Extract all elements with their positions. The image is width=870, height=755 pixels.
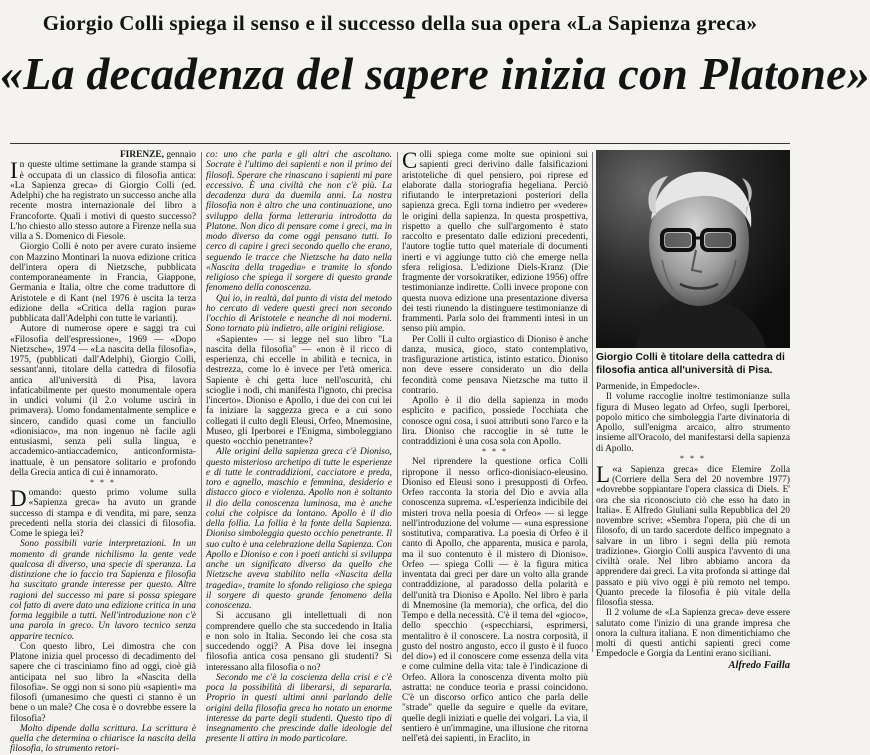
open-quote: «	[612, 462, 618, 475]
paragraph	[10, 488, 196, 539]
paragraph: Qui io, in realtà, dal punto di vista del metodo ho cercato di vedere questi greci non secondo l'occhio di Aristotele e neanche di noi moderni. Sono tornato più indietro, alle origini religiose.	[206, 293, 392, 335]
paragraph: Parmenide, in Empedocle».	[596, 382, 700, 392]
column-divider	[201, 152, 202, 652]
paragraph	[402, 150, 588, 335]
author-signature: Alfredo Failla	[728, 659, 790, 671]
paragraph-text: a Sapienza greca» dice Elemire Zolla (Corriere della Sera del 20 novembre 1977) «dovrebbe soppiantare l'opera classica di Diels. E' ora che sia riconosciuto ciò che esso ha dato in Italia». E Alfredo Giuliani sulla Repubblica del 20 novembre scrive: «Sembra l'opera, più che di un filosofo, di un tardo sacerdote delfico impegnato a salvare in un libro i segni della più remota tradizione». Giorgio Colli auspica l'avvento di una civiltà orale. Nel libro abbiamo ancora da apprendere dai greci. La vita profonda si attinge dal passato e più vivo oggi è più remoto nel tempo. Quanto precede la filosofia è più vitale della filosofia stessa.	[596, 464, 790, 608]
paragraph: Con questo libro, Lei dimostra che con Platone inizia quel processo di decadimento del sapere che ci trasciniamo fino ad oggi, cioè già anticipata nel suo libro la «Nascita della filosofia». Se oggi non si sono più «sapienti» ma filosofi (umanesimo che questi ci stanno è un bene o un male? Che cosa è o dovrebbe essere la filosofia?	[10, 641, 196, 724]
column-3	[402, 148, 588, 744]
paragraph	[10, 160, 196, 242]
paragraph: Nel riprendere la questione orfica Colli ripropone il nesso orfico-dionisiaco-eleusino. Dioniso ed Eleusi sono i presupposti di Orfeo. Orfeo racconta la storia del Dio e avvia alla conoscenza suprema. «L'esperienza indicibile dei misteri trova nella poesia di Orfeo» — si legge nell'introduzione del volume — «una espressione sostitutiva, comparativa. La poesia di Orfeo è il canto di Apollo, che apparenta, musica e parola, ma il suo contenuto è il mistero di Dioniso». Orfeo — spiega Colli — è la figura mitica inventata dai greci per dare un volto alla grande contraddizione, al paradosso della polarità e dell'unità tra Dioniso e Apollo. Nel libro è parla di Mnemosine (la memoria), che orfica, del dio Tempo e della necessità. C'è il tema del «gioco», dello specchio («specchiarsi, esprimersi, mentalitro è il conoscere. La nostra corposità, il gusto del nostro angusto, ecco il gusto è il fuoco del dio») ed il conoscere come essenza della vita e come culmine della vita: tale è l'indicazione di Orfeo. Allora la conoscenza diventa molto più astratta: ne conduce teoria e prassi coincidono. C'è un discorso orfico antico che parla delle "strade" quelle da seguire e quelle da evitare, quelle degli iniziati e quelle dei volgari. La via, il sentiero è un'immagine, una illusione che ritorna nell'età dei sapienti, in Eraclito, in	[402, 457, 588, 744]
column-divider	[592, 152, 593, 652]
section-stars: * * *	[90, 478, 116, 487]
portrait-photo	[596, 150, 790, 348]
section-stars: * * *	[482, 447, 508, 457]
column-divider	[397, 152, 398, 652]
paragraph: Giorgio Colli è noto per avere curato insieme con Mazzino Montinari la nuova edizione critica dell'intera opera di Nietzsche, pubblicata contemporaneamente in Francia, Giappone, Germania e Italia, oltre che come traduttore di Aristotele e di Kant (nel 1976 è uscita la terza edizione della «Critica della ragion pura» pubblicata dall'Adelphi con tutte le varianti).	[10, 242, 196, 324]
drop-cap: I	[10, 158, 18, 184]
paragraph-text: olli spiega come molte sue opinioni sui sapienti greci derivino dalle falsificazioni aristoteliche di quel pensiero, poi riprese ed elaborate dalla storiografia hegeliana. Perciò rifiutando le interpretazioni posteriori della sapienza greca. Egli torna indietro per «vedere» le origini della sapienza. In questa prospettiva, rispetto a quello che sull'argomento è stato raccolto e presentato dalle edizioni precedenti, l'autore toglie tutto quel materiale di documenti inerti e vi aggiunge tutto ciò che emerge nella sfera religiosa. L'edizione Diels-Kranz (Die fragmente der vorsokratiker, edizione 1956) offre testimonianze indirette. Colli invece propone con questa nuova edizione una presentazione diversa dei testi riunendo la distinguere testimonianze di frammenti. Parla solo dei frammenti intesi in un senso più ampio.	[402, 150, 588, 335]
paragraph: Il volume raccoglie inoltre testimonianze sulla figura di Museo legato ad Orfeo, sugli Iperborei, popolo mitico che simboleggia l'arte divinatoria di Apollo, sull'enigma arcaico, altro strumento insieme all'Oracolo, del manifestarsi della sapienza di Apollo.	[596, 392, 790, 454]
dateline-line	[10, 150, 196, 160]
paragraph: Sono possibili varie interpretazioni. In un momento di grande nichilismo la gente vede qualcosa di diverso, una specie di speranza. La distinzione che io faccio tra Sapienza e filosofia ha suscitato grande interesse per questo. Altre ragioni del successo mi pare si possa spiegare col fatto di avere dato una edizione critica in una forma leggibile a tutti. Nell'introduzione non c'è una parola in greco. Un lavoro tecnico senza apparire tecnico.	[10, 539, 196, 642]
drop-cap: C	[402, 148, 418, 173]
paragraph: Secondo me c'è la coscienza della crisi e c'è poca la possibilità di liberarsi, di separarla. Proprio in questi ultimi anni parlando delle origini della filosofia greca ho notato un enorme interesse da parte degli studenti. Questo tipo di insegnamento che prescinde dalle ideologie del presente li attira in modo particolare.	[206, 672, 392, 745]
paragraph: Si accusano gli intellettuali di non comprendere quello che sta succedendo in Italia e non solo in Italia. Secondo lei che cosa sta succedendo oggi? A Pisa dove lei insegna filosofia antica cosa pensano gli studenti? Si interessano alla filosofia o no?	[206, 611, 392, 673]
paragraph: Il 2 volume de «La Sapienza greca» deve essere salutato come l'inizio di una grande impresa che onora la cultura italiana. E non dimentichiamo che molti di questi antichi sapienti greci come Empedocle e Gorgia da Lentini erano siciliani.	[596, 608, 790, 660]
paragraph: Molto dipende dalla scrittura. La scrittura è quella che determina o chiarisce la nascita della filosofia, lo strumento retori-	[10, 723, 196, 755]
paragraph: Alle origini della sapienza greca c'è Dioniso, questo misterioso archetipo di tutte le esperienze e di tutte le contraddizioni, cacciatore e preda, toro e agnello, maschio e femmina, desiderio e distacco gioco e violenza. Apollo non è soltanto il dio della conoscenza luminosa, ma è anche colui che colpisce da lontano. Apollo è il dio della follia. La follia è la fonte della Sapienza. Dioniso simboleggia questo occhio penetrante. Il suo culto è una celebrazione della Sapienza. Con Apollo e Dioniso e con i poeti antichi si sviluppa anche un significato diverso da quello che Nietzsche aveva stabilito nella «Nascita della tragedia», tramite lo sfondo religioso che spiega il sorgere di questo grande fenomeno della conoscenza.	[206, 447, 392, 611]
headline: «La decadenza del sapere inizia con Platone»	[0, 48, 870, 99]
photo-caption: Giorgio Colli è titolare della cattedra di filosofia antica all'università di Pisa.	[596, 352, 785, 376]
column-2	[206, 150, 392, 745]
kicker: Giorgio Colli spiega il senso e il successo della sua opera «La Sapienza greca»	[42, 11, 758, 35]
paragraph-text: omando: questo primo volume sulla «Sapienza greca» ha avuto un grande successo di stampa e di vendita, mi pare, senza precedenti nella storia dei classici di filosofia. Come le spiega lei?	[10, 488, 196, 539]
dateline: FIRENZE,	[119, 150, 164, 160]
paragraph	[596, 461, 790, 609]
dateline-month: gennaio	[163, 150, 196, 160]
paragraph: Per Colli il culto orgiastico di Dioniso è anche danza, musica, gioco, stato contemplativo, trasfigurazione artistica, istinto estatico. Dioniso non deve essere considerato un dio della fecondità come pensava Nietzsche ma tutto il contrario.	[402, 334, 588, 396]
portrait-image	[596, 150, 790, 348]
column-1	[10, 150, 196, 755]
section-stars: * * *	[680, 453, 706, 463]
column-4	[596, 382, 790, 671]
header-rule	[10, 143, 790, 144]
paragraph: Autore di numerose opere e saggi tra cui «Filosofia dell'espressione», 1969 — «Dopo Nietzsche», 1974 — «La nascita della filosofia», 1975, (pubblicati dall'Adelphi), Giorgio Colli, sessant'anni, titolare della cattedra di filosofia antica all'università di Pisa, lavora infaticabilmente per questo monumentale opera in undici volumi (il 2.o volume uscirà in primavera). Uomo fondamentalmente semplice e sincero, candido quasi come un fanciullo «dionisiaco», ma non ingenuo nè facile agli entusiasmi, senza peli sulla lingua, e accademico-antiaccademico, anticonformista-inattuale, è un pensatore solitario e profondo della Grecia antica di cui è innamorato.	[10, 324, 196, 478]
paragraph: co: uno che parla e gli altri che ascoltano. Socrate è l'ultimo dei sapienti e non il primo dei filosofi. Sperare che rinascano i sapienti mi pare eccessivo. È una civiltà che non c'è più. La decadenza dura da duemila anni. La nostra filosofia non è altro che una continuazione, uno sviluppo della forma letteraria introdotta da Platone. Non dico di pensare come i greci, ma in modo diverso da come oggi pensano tutti. Io cerco di capire i greci secondo quello che erano, seguendo le tracce che Nietzsche ha dato nella «Nascita della tragedia» e tramite lo sfondo religioso che spiega il sorgere di questo grande fenomeno della conoscenza.	[206, 150, 392, 294]
paragraph: Apollo è il dio della sapienza in modo esplicito e pacifico, possiede l'occhiata che conosce ogni cosa, i suoi attributi sono l'arco e la lira. Dioniso che raccoglie in sè tutte le contraddizioni è una cosa sola con Apollo.	[402, 396, 588, 447]
paragraph: «Sapiente» — si legge nel suo libro "La nascita della filosofia" — «non è il ricco di esperienza, chi eccelle in abilità e tecnica, in destrezza, come lo è invece per l'età omerica. Sapiente è chi getta luce nell'oscurità, chi scioglie i nodi, chi manifesta l'ignoto, chi precisa l'incerto». Dioniso e Apollo, i due dei con cui lei fa iniziare la saggezza greca e a cui sono collegati il culto degli Eleusi, Orfeo, Mnemosine, Museo, gli Iperborei e l'Enigma, simboleggiano questo «occhio penetrante»?	[206, 334, 392, 447]
paragraph-text: n queste ultime settimane la grande stampa si è occupata di un classico di filosofia antica: «La Sapienza greca» di Giorgio Colli (ed. Adelphi) che ha registrato un successo anche alla recente mostra internazionale del libro a Francoforte. Quali i motivi di questo successo? L'ho chiesto allo stesso autore a Firenze nella sua villa a S. Domenico di Fiesole.	[10, 160, 196, 242]
drop-cap: L	[596, 461, 611, 487]
drop-cap: D	[10, 486, 27, 511]
